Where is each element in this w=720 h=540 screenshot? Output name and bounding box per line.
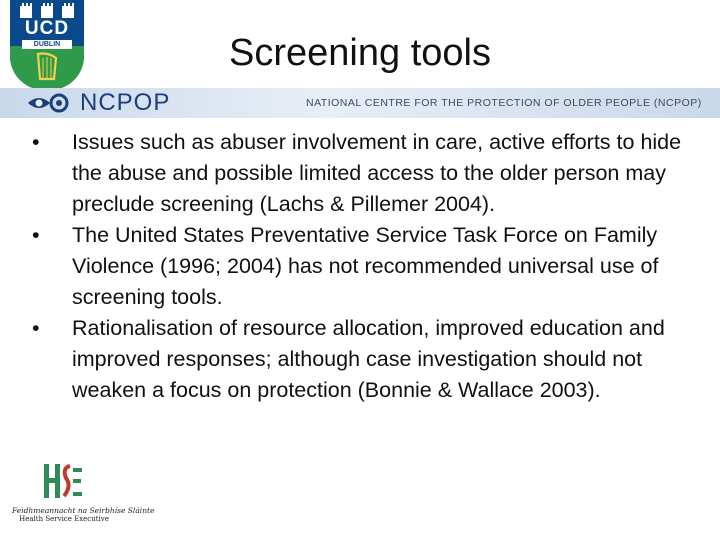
hse-logo-icon xyxy=(40,458,86,504)
ncpop-full-name: NATIONAL CENTRE FOR THE PROTECTION OF OLDER PEOPLE (NCPOP) xyxy=(306,97,702,109)
harp-icon xyxy=(34,52,60,82)
hse-irish-name: Feidhmeannacht na Seirbhíse Sláinte xyxy=(12,506,155,515)
tower-shape xyxy=(41,6,53,18)
hse-english-name: Health Service Executive xyxy=(19,515,109,523)
tower-shape xyxy=(20,6,32,18)
slide-title: Screening tools xyxy=(229,32,491,74)
ncpop-banner xyxy=(0,88,720,118)
ncpop-short-name: NCPOP xyxy=(80,89,171,116)
list-item xyxy=(30,313,690,406)
bullet-marker: • xyxy=(32,130,40,154)
bullet-text: The United States Preventative Service Task Force on Family Violence (1996; 2004) has not recommended universal use of screening tools. xyxy=(72,223,659,309)
list-item xyxy=(30,220,690,313)
bullet-list xyxy=(30,127,690,406)
ucd-logo-subtext: DUBLIN xyxy=(22,40,72,49)
bullet-marker: • xyxy=(32,223,40,247)
bullet-text: Issues such as abuser involvement in care, active efforts to hide the abuse and possible limited access to the older person may preclude screening (Lachs & Pillemer 2004). xyxy=(72,130,682,216)
tower-shape xyxy=(62,6,74,18)
bullet-marker: • xyxy=(32,316,40,340)
hse-logo xyxy=(12,458,155,523)
ncpop-eye-icon xyxy=(26,93,72,113)
ucd-crest-icon xyxy=(10,0,84,90)
list-item xyxy=(30,127,690,220)
ucd-logo-text: UCD xyxy=(24,18,70,39)
crest-towers xyxy=(20,6,74,18)
bullet-text: Rationalisation of resource allocation, improved education and improved responses; although case investigation should not weaken a focus on protection (Bonnie & Wallace 2003). xyxy=(72,316,665,402)
